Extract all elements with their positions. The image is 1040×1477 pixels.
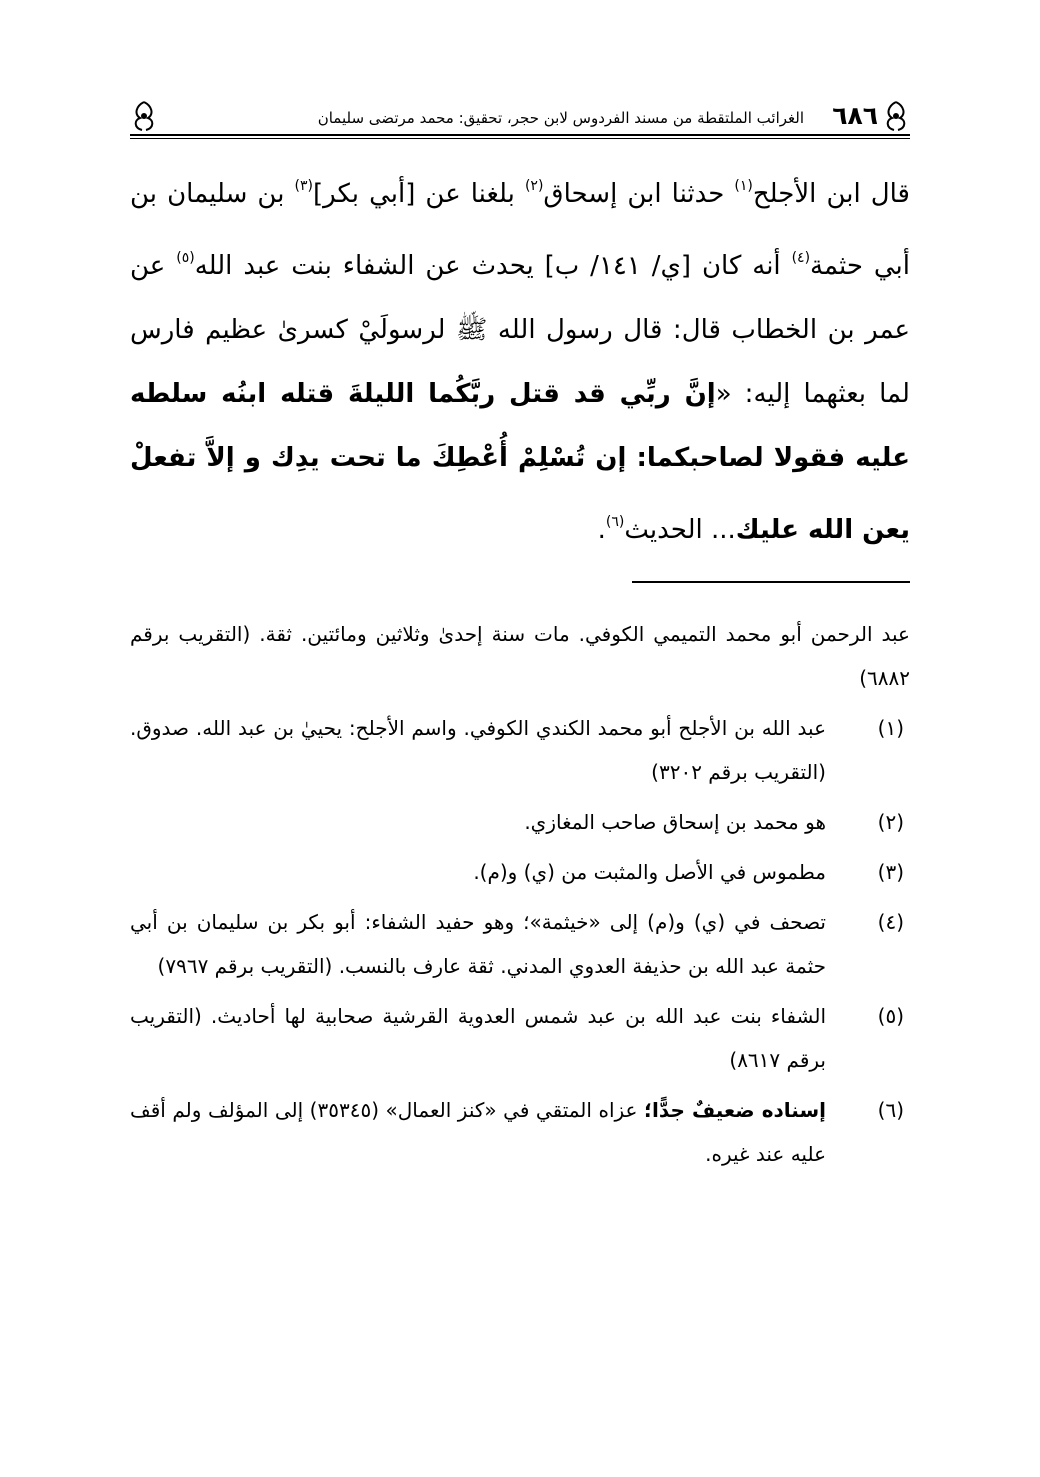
footnote-number: (١) [877,716,904,740]
main-paragraph: قال ابن الأجلح$^{(١)}$ حدثنا ابن إسحاق$^{(٢)}$ بلغنا عن [أبي بكر]$^{(٣)}$ بن سليمان بن أبي حثمة$^{(٤)}$ أنه كان [ي/ ١٤١/ ب] يحدث عن الشفاء بنت عبد الله$^{(٥)}$ عن عمر بن الخطاب قال: قال رسول الله ﷺ لرسولَيْ كسرىٰ عظيم فارس لما بعثهما إليه: «إنَّ ربِّي قد قتل ربَّكُما الليلةَ قتله ابنُه سلطه عليه فقولا لصاحبكما: إن تُسْلِمْ أُعْطِكَ ما تحت يدِك و إلاَّ تفعلْ يعن الله عليك... الحديث$^{(٦)}$. [130,178,910,545]
footnote-number: (٣) [877,860,904,884]
footnote-text: مطموس في الأصل والمثبت من (ي) و(م). [473,860,826,884]
footnote-text: عزاه المتقي في «كنز العمال» (٣٥٣٤٥) إلى المؤلف ولم أقف عليه عند غيره. [130,1098,826,1166]
footnote-ref: (٤) [791,250,811,266]
footnote-ref: (٣) [294,178,313,194]
footnote-text: عبد الله بن الأجلح أبو محمد الكندي الكوفي. واسم الأجلح: يحييٰ بن عبد الله. صدوق. (التقريب برقم ٣٢٠٢) [130,716,826,784]
ornament-icon [130,100,158,132]
header-rule-thin [130,138,910,139]
footnote-text: هو محمد بن إسحاق صاحب المغازي. [524,810,826,834]
ornament-icon [882,100,910,132]
footnote-text: تصحف في (ي) و(م) إلى «خيثمة»؛ وهو حفيد الشفاء: أبو بكر بن سليمان بن أبي حثمة عبد الله بن حذيفة العدوي المدني. ثقة عارف بالنسب. (التقريب برقم ٧٩٦٧) [130,910,826,978]
footnote-number: (٥) [877,1004,904,1028]
footnote-text: الشفاء بنت عبد الله بن عبد شمس العدوية القرشية صحابية لها أحاديث. (التقريب برقم ٨٦١٧) [130,1004,826,1072]
footnote-number: (٤) [877,910,904,934]
footnote-verdict: إسناده ضعيفٌ جدًّا؛ [644,1098,826,1122]
main-text [130,154,910,562]
footnotes [130,612,910,1182]
page-number: ٦٨٦ [832,101,878,130]
footnote [130,800,910,844]
hadith-text: إنَّ ربِّي قد قتل ربَّكُما الليلةَ قتله ابنُه سلطه عليه فقولا لصاحبكما: إن تُسْلِمْ أُعْطِكَ ما تحت يدِك و إلاَّ تفعلْ يعن الله عليك [130,379,910,545]
footnote-number: (٦) [877,1098,904,1122]
footnote [130,1088,910,1176]
footnote-continuation: عبد الرحمن أبو محمد التميمي الكوفي. مات سنة إحدىٰ وثلاثين ومائتين. ثقة. (التقريب برقم ٦٨٨٢) [130,622,910,690]
footnote [130,850,910,894]
footnote-ref: (٢) [524,178,544,194]
footnote [130,706,910,794]
running-header [130,96,910,140]
footnote [130,994,910,1082]
page-title: الغرائب الملتقطة من مسند الفردوس لابن حجر، تحقيق: محمد مرتضى سليمان [317,109,804,127]
footnote-number: (٢) [877,810,904,834]
footnote-ref: (١) [734,178,753,194]
footnote-ref: (٦) [605,514,625,530]
footnote-ref: (٥) [176,250,195,266]
footnote [130,900,910,988]
footnote-separator [632,581,910,583]
header-rule [130,134,910,136]
